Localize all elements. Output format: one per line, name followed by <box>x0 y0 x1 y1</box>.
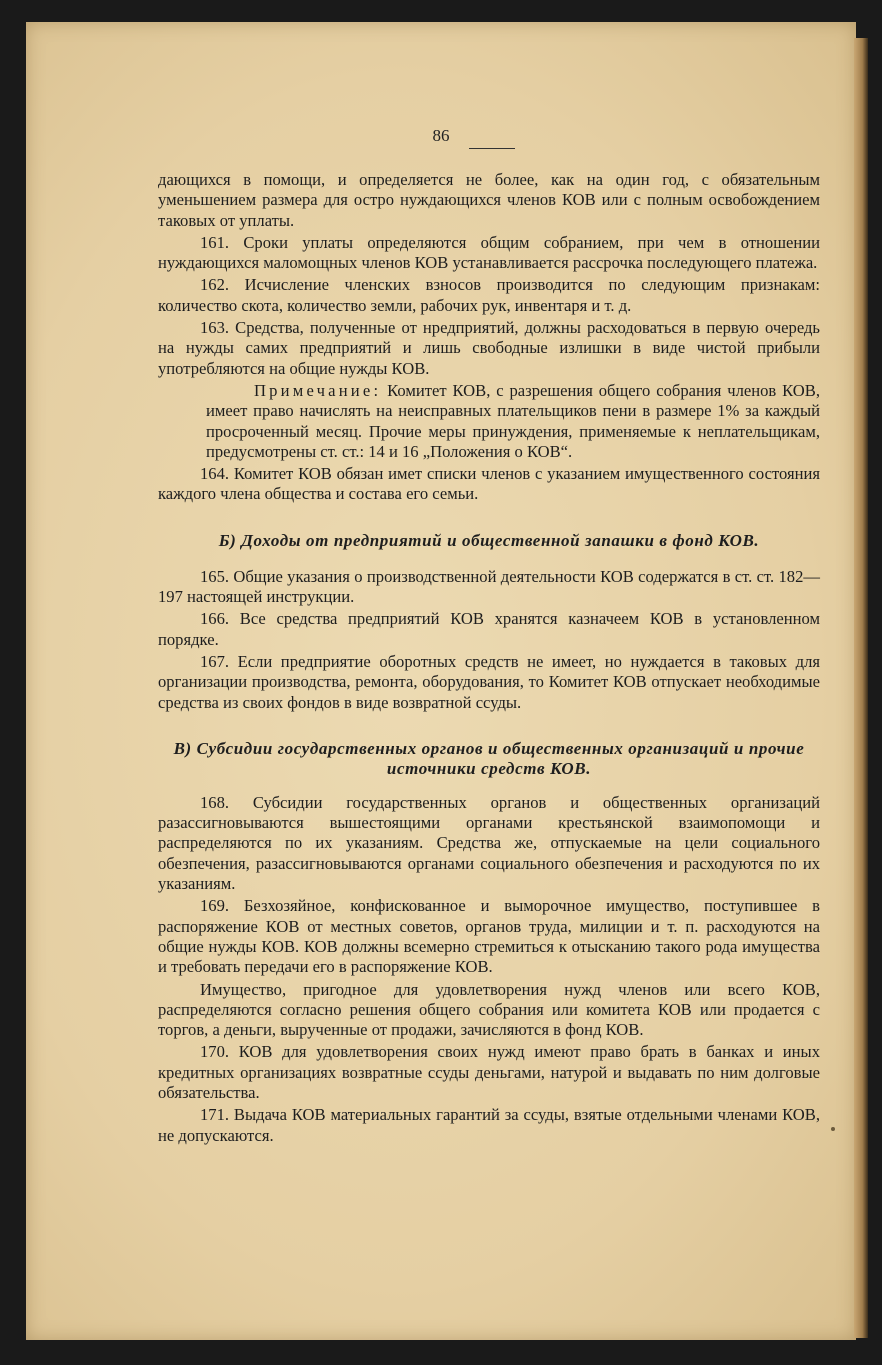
paragraph-171: 171. Выдача КОВ материальных гарантий за ссуды, взятые отдельными членами КОВ, не допускаются. <box>158 1105 820 1145</box>
section-heading-b: Б) Доходы от предприятий и общественной запашки в фонд КОВ. <box>218 530 760 550</box>
paragraph-continuation: дающихся в помощи, и определяется не более, как на один год, с обязательным уменьшением размера для остро нуждающихся членов КОВ или с полным освобождением таковых от уплаты. <box>158 170 820 230</box>
paragraph-164: 164. Комитет КОВ обязан имет списки членов с указанием имущественного состояния каждого члена общества и состава его семьи. <box>158 464 820 504</box>
paragraph-162: 162. Исчисление членских взносов производится по следующим признакам: количество скота, количество земли, рабочих рук, инвентаря и т. д. <box>158 275 820 315</box>
paragraph-170: 170. КОВ для удовлетворения своих нужд имеют право брать в банках и иных кредитных организациях возвратные ссуды деньгами, натурой и выдавать по ним долговые обязательства. <box>158 1042 820 1102</box>
paragraph-165: 165. Общие указания о производственной деятельности КОВ содержатся в ст. ст. 182—197 настоящей инструкции. <box>158 566 820 607</box>
page-body <box>158 170 820 1146</box>
paragraph-169: 169. Безхозяйное, конфискованное и выморочное имущество, поступившее в распоряжение КОВ от местных советов, органов труда, милиции и т. п. расходуются на общие нужды КОВ. КОВ должны всемерно стремиться к отысканию такого рода имущества и требовать передачи его в распоряжение КОВ. <box>158 896 820 977</box>
paragraph-161: 161. Сроки уплаты определяются общим собранием, при чем в отношении нуждающихся маломощных членов КОВ устанавливается рассрочка последующего платежа. <box>158 232 820 273</box>
paragraph-163: 163. Средства, полученные от нредприятий, должны расходоваться в первую очередь на нужды самих предприятий и лишь свободные излишки в виде чистой прибыли употребляются на общие нужды КОВ. <box>158 318 820 378</box>
paragraph-166: 166. Все средства предприятий КОВ хранятся казначеем КОВ в установленном порядке. <box>158 609 820 649</box>
page-number-rule <box>469 148 515 149</box>
paragraph-168: 168. Субсидии государственных органов и общественных организаций разассигновываются вышестоящими органами крестьянской взаимопомощи и распределяются по их указаниям. Средства же, отпускаемые на цели социального обезпечения, разассигновываются органами социального обезпечения и расходуются по их указаниям. <box>158 792 820 894</box>
page-edge <box>854 38 868 1338</box>
ink-speck <box>831 1127 835 1131</box>
section-heading-v: В) Субсидии государственных органов и общественных организаций и прочие источники средств КОВ. <box>173 738 805 778</box>
paragraph-167: 167. Если предприятие оборотных средств не имеет, но нуждается в таковых для организации производства, ремонта, оборудования, то Комитет КОВ отпускает необходимые средства из своих фондов в виде возвратной ссуды. <box>158 651 820 712</box>
note-text: Комитет КОВ, с разрешения общего собрания членов КОВ, имеет право начислять на неисправных плательщиков пени в размере 1% за каждый просроченный месяц. Прочие меры принуждения, применяемые к неплательщикам, предусмотрены ст. ст.: 14 и 16 „Положения о КОВ“. <box>206 380 820 461</box>
note-paragraph <box>206 381 820 462</box>
page-number: 86 <box>432 126 450 145</box>
note-label: Примечание: <box>254 380 382 400</box>
paragraph-property: Имущество, пригодное для удовлетворения нужд членов или всего КОВ, распределяются согласно решения общего собрания или комитета КОВ или продается с торгов, а деньги, вырученные от продажи, зачисляются в фонд КОВ. <box>158 979 820 1040</box>
